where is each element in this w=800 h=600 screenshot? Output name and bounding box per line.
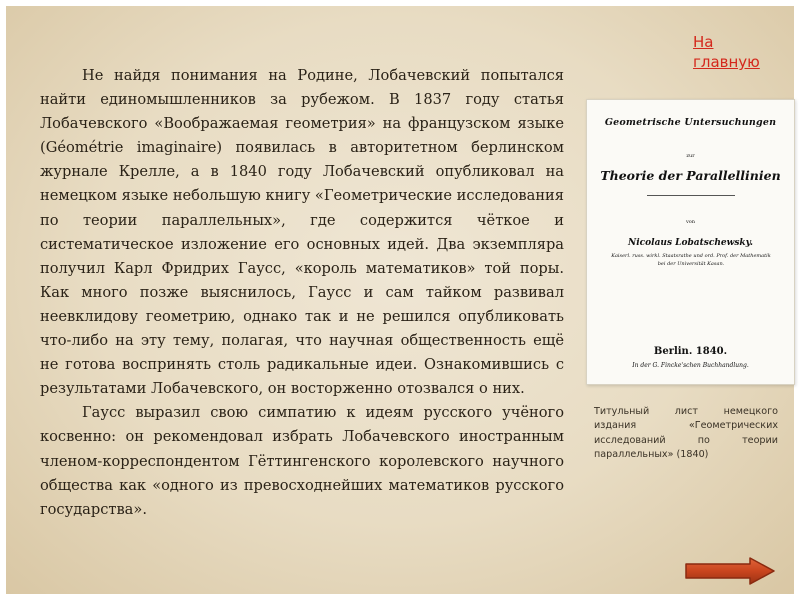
title-page-subline-1: Kaiserl. russ. wirkl. Staatsrathe und ord. Prof. der Mathematik	[611, 253, 771, 259]
paragraph-2: Гаусс выразил свою симпатию к идеям русского учёного косвенно: он рекомендовал избрать Лобачевского иностранным членом-корреспондентом Гёттингенского королевского научного общества как «одного из превосходнейших математиков русского государства».	[40, 404, 564, 518]
title-page-zur: zur	[686, 153, 695, 159]
paragraph-1: Не найдя понимания на Родине, Лобачевский попытался найти единомышленников за рубежом. В 1837 году статья Лобачевского «Воображаемая геометрия» на французском языке (Géométrie imaginaire) появилась в авторитетном берлинском журнале Крелле, а в 1840 году Лобачевский опубликовал на немецком языке небольшую книгу «Геометрические исследования по теории параллельных», где содержится чёткое и систематическое изложение его основных идей. Два экземпляра получил Карл Фридрих Гаусс, «король математиков» той поры. Как много позже выяснилось, Гаусс и сам тайком развивал неевклидову геометрию, однако так и не решился опубликовать что-либо на эту тему, полагая, что научная общественность ещё не готова воспринять столь радикальные идеи. Ознакомившись с результатами Лобачевского, он восторженно отозвался о них.	[40, 67, 564, 398]
title-page-top-line: Geometrische Untersuchungen	[604, 117, 777, 128]
title-page-city-year: Berlin. 1840.	[653, 346, 728, 357]
right-arrow-icon	[684, 557, 776, 585]
title-page-subline-2: bei der Universität Kasan.	[657, 261, 725, 267]
title-page-author: Nicolaus Lobatschewsky.	[628, 238, 753, 248]
title-page-main-title: Theorie der Parallellinien	[600, 168, 781, 183]
book-title-page-image	[586, 99, 795, 385]
image-caption: Титульный лист немецкого издания «Геометрических исследований по теории параллельных» (1840)	[594, 406, 778, 460]
title-page-von: von	[685, 219, 696, 225]
title-page-rule	[647, 195, 735, 196]
home-link[interactable]: На главную	[693, 33, 760, 71]
main-text	[40, 64, 564, 522]
next-slide-button[interactable]	[684, 557, 776, 585]
title-page-publisher: In der G. Fincke'schen Buchhandlung.	[632, 362, 749, 369]
